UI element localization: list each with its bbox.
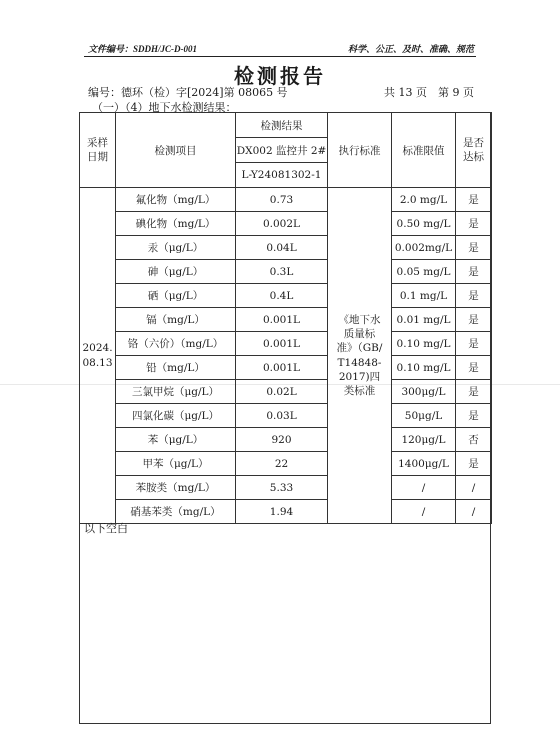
- test-item: 碘化物（mg/L）: [116, 212, 236, 236]
- compliance-flag: 否: [456, 428, 492, 452]
- table-row: [80, 332, 492, 356]
- test-result: 0.4L: [236, 284, 328, 308]
- test-result: 0.03L: [236, 404, 328, 428]
- table-row: [80, 260, 492, 284]
- table-row: [80, 236, 492, 260]
- standard-limit: 2.0 mg/L: [392, 188, 456, 212]
- test-result: 0.73: [236, 188, 328, 212]
- sampling-date: 2024.08.13: [80, 188, 116, 524]
- test-item: 硒（μg/L）: [116, 284, 236, 308]
- compliance-flag: 是: [456, 404, 492, 428]
- table-row: [80, 404, 492, 428]
- standard-limit: 0.05 mg/L: [392, 260, 456, 284]
- standard-limit: 300μg/L: [392, 380, 456, 404]
- test-result: 920: [236, 428, 328, 452]
- header-divider: [84, 56, 476, 57]
- test-result: 0.04L: [236, 236, 328, 260]
- sampling-point: DX002 监控井 2#: [236, 138, 328, 163]
- section-heading: （一）（4）地下水检测结果：: [92, 101, 237, 114]
- compliance-flag: 是: [456, 260, 492, 284]
- test-item: 三氯甲烷（μg/L）: [116, 380, 236, 404]
- standard-limit: 0.002mg/L: [392, 236, 456, 260]
- report-title: 检测报告: [234, 64, 326, 88]
- compliance-flag: 是: [456, 188, 492, 212]
- test-item: 铬（六价）（mg/L）: [116, 332, 236, 356]
- test-item: 甲苯（μg/L）: [116, 452, 236, 476]
- col-header-limit: 标准限值: [392, 113, 456, 188]
- test-result: 0.02L: [236, 380, 328, 404]
- test-item: 苯（μg/L）: [116, 428, 236, 452]
- applied-standard: 《地下水质量标准》（GB/T14848-2017)四类标准: [328, 188, 392, 524]
- table-row: [80, 380, 492, 404]
- table-row: [80, 476, 492, 500]
- compliance-flag: /: [456, 500, 492, 524]
- test-item: 镉（mg/L）: [116, 308, 236, 332]
- table-row: [80, 356, 492, 380]
- test-item: 四氯化碳（μg/L）: [116, 404, 236, 428]
- test-item: 砷（μg/L）: [116, 260, 236, 284]
- test-item: 汞（μg/L）: [116, 236, 236, 260]
- test-item: 铅（mg/L）: [116, 356, 236, 380]
- compliance-flag: 是: [456, 236, 492, 260]
- test-result: 0.001L: [236, 332, 328, 356]
- compliance-flag: /: [456, 476, 492, 500]
- table-row: [80, 452, 492, 476]
- table-row: [80, 212, 492, 236]
- test-result: 0.002L: [236, 212, 328, 236]
- file-number: 文件编号：SDDH/JC-D-001: [88, 44, 198, 54]
- compliance-flag: 是: [456, 452, 492, 476]
- standard-limit: 0.01 mg/L: [392, 308, 456, 332]
- compliance-flag: 是: [456, 212, 492, 236]
- test-item: 苯胺类（mg/L）: [116, 476, 236, 500]
- table-row: [80, 500, 492, 524]
- table-row: [80, 284, 492, 308]
- col-header-standard: 执行标准: [328, 113, 392, 188]
- standard-limit: 120μg/L: [392, 428, 456, 452]
- compliance-flag: 是: [456, 380, 492, 404]
- compliance-flag: 是: [456, 332, 492, 356]
- col-header-compliant: 是否达标: [456, 113, 492, 188]
- test-result: 0.3L: [236, 260, 328, 284]
- standard-limit: /: [392, 476, 456, 500]
- standard-limit: /: [392, 500, 456, 524]
- compliance-flag: 是: [456, 284, 492, 308]
- standard-limit: 0.50 mg/L: [392, 212, 456, 236]
- sample-id: L-Y24081302-1: [236, 163, 328, 188]
- compliance-flag: 是: [456, 308, 492, 332]
- page-indicator: 共 13 页 第 9 页: [384, 86, 474, 99]
- test-result: 22: [236, 452, 328, 476]
- col-header-item: 检测项目: [116, 113, 236, 188]
- compliance-flag: 是: [456, 356, 492, 380]
- standard-limit: 0.10 mg/L: [392, 356, 456, 380]
- test-result: 5.33: [236, 476, 328, 500]
- test-result: 0.001L: [236, 356, 328, 380]
- test-item: 氟化物（mg/L）: [116, 188, 236, 212]
- test-result: 0.001L: [236, 308, 328, 332]
- report-number: 编号：德环（检）字[2024]第 08065 号: [88, 86, 288, 99]
- standard-limit: 0.10 mg/L: [392, 332, 456, 356]
- table-row: [80, 308, 492, 332]
- test-item: 硝基苯类（mg/L）: [116, 500, 236, 524]
- standard-limit: 1400μg/L: [392, 452, 456, 476]
- col-header-date: 采样日期: [80, 113, 116, 188]
- results-table: [79, 112, 492, 524]
- standard-limit: 0.1 mg/L: [392, 284, 456, 308]
- table-row: [80, 428, 492, 452]
- col-header-result: 检测结果: [236, 113, 328, 138]
- test-result: 1.94: [236, 500, 328, 524]
- blank-below-note: 以下空白: [84, 522, 128, 535]
- table-row: [80, 188, 492, 212]
- motto: 科学、公正、及时、准确、规范: [347, 44, 474, 54]
- standard-limit: 50μg/L: [392, 404, 456, 428]
